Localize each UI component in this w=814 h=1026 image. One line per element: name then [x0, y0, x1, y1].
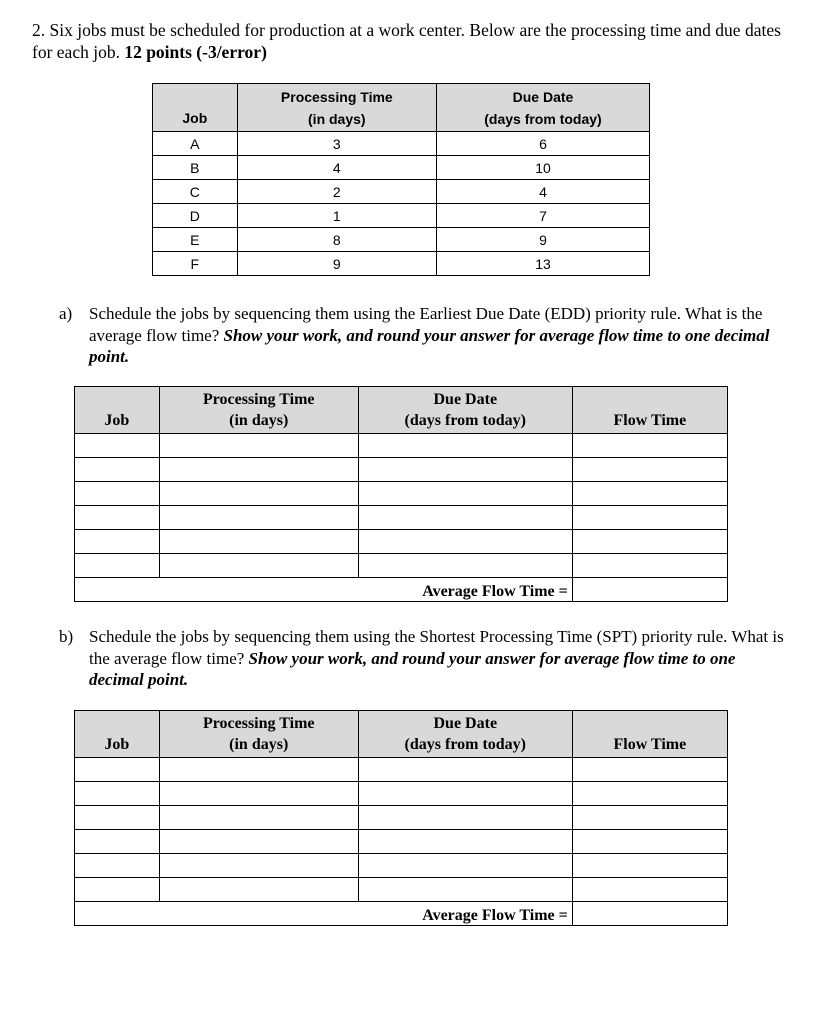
blank-cell[interactable] [159, 458, 358, 482]
blank-cell[interactable] [75, 434, 160, 458]
header-job: Job [75, 711, 160, 758]
cell-processing: 8 [237, 228, 436, 252]
average-flow-time-answer[interactable] [572, 578, 727, 602]
cell-due: 13 [436, 252, 649, 276]
blank-cell[interactable] [572, 782, 727, 806]
blank-cell[interactable] [572, 434, 727, 458]
edd-work-table [74, 386, 728, 602]
blank-cell[interactable] [572, 458, 727, 482]
work-header-row [75, 387, 728, 434]
work-header-row [75, 711, 728, 758]
blank-cell[interactable] [572, 878, 727, 902]
blank-cell[interactable] [75, 482, 160, 506]
average-flow-time-answer[interactable] [572, 902, 727, 926]
blank-cell[interactable] [75, 854, 160, 878]
blank-cell[interactable] [159, 434, 358, 458]
table-row[interactable] [75, 806, 728, 830]
blank-cell[interactable] [159, 482, 358, 506]
cell-due: 7 [436, 204, 649, 228]
points-label: 12 points (-3/error) [124, 42, 267, 62]
part-a-emphasis: Show your work, and round your answer for average flow time to one decimal point. [89, 325, 770, 366]
table-row [153, 228, 650, 252]
blank-cell[interactable] [75, 530, 160, 554]
table-row [153, 132, 650, 156]
cell-due: 4 [436, 180, 649, 204]
blank-cell[interactable] [358, 878, 572, 902]
part-b-label: b) [59, 627, 74, 646]
blank-cell[interactable] [358, 458, 572, 482]
blank-cell[interactable] [75, 878, 160, 902]
table-row[interactable] [75, 482, 728, 506]
table-row[interactable] [75, 830, 728, 854]
cell-processing: 9 [237, 252, 436, 276]
part-a-question [59, 303, 789, 368]
cell-processing: 2 [237, 180, 436, 204]
blank-cell[interactable] [572, 482, 727, 506]
given-header-row [153, 84, 650, 132]
blank-cell[interactable] [358, 482, 572, 506]
blank-cell[interactable] [159, 530, 358, 554]
blank-cell[interactable] [358, 554, 572, 578]
blank-cell[interactable] [358, 758, 572, 782]
cell-job: D [153, 204, 238, 228]
blank-cell[interactable] [75, 758, 160, 782]
blank-cell[interactable] [159, 554, 358, 578]
cell-due: 9 [436, 228, 649, 252]
header-due-date: Due Date (days from today) [358, 711, 572, 758]
table-row[interactable] [75, 854, 728, 878]
cell-job: B [153, 156, 238, 180]
average-row [75, 902, 728, 926]
blank-cell[interactable] [159, 854, 358, 878]
table-row[interactable] [75, 506, 728, 530]
question-intro [32, 19, 792, 63]
blank-cell[interactable] [159, 830, 358, 854]
given-data-table [152, 83, 650, 276]
blank-cell[interactable] [75, 782, 160, 806]
header-flow-time: Flow Time [572, 387, 727, 434]
blank-cell[interactable] [75, 830, 160, 854]
header-job: Job [153, 84, 238, 132]
blank-cell[interactable] [572, 554, 727, 578]
average-flow-time-label: Average Flow Time = [75, 902, 573, 926]
spt-work-table [74, 710, 728, 926]
cell-due: 10 [436, 156, 649, 180]
cell-job: C [153, 180, 238, 204]
table-row[interactable] [75, 458, 728, 482]
blank-cell[interactable] [358, 434, 572, 458]
cell-processing: 4 [237, 156, 436, 180]
blank-cell[interactable] [75, 554, 160, 578]
blank-cell[interactable] [572, 854, 727, 878]
cell-due: 6 [436, 132, 649, 156]
blank-cell[interactable] [358, 854, 572, 878]
blank-cell[interactable] [159, 506, 358, 530]
blank-cell[interactable] [75, 806, 160, 830]
blank-cell[interactable] [572, 530, 727, 554]
blank-cell[interactable] [358, 506, 572, 530]
table-row[interactable] [75, 782, 728, 806]
blank-cell[interactable] [75, 458, 160, 482]
part-a-label: a) [59, 304, 73, 323]
part-a-text: Schedule the jobs by sequencing them using the Earliest Due Date (EDD) priority rule. What is the average flow time? [89, 304, 763, 345]
average-flow-time-label: Average Flow Time = [75, 578, 573, 602]
header-processing-time: Processing Time (in days) [159, 387, 358, 434]
header-due-date: Due Date (days from today) [436, 84, 649, 132]
blank-cell[interactable] [358, 806, 572, 830]
table-row [153, 252, 650, 276]
blank-cell[interactable] [159, 782, 358, 806]
header-processing-time: Processing Time (in days) [237, 84, 436, 132]
table-row[interactable] [75, 758, 728, 782]
cell-job: A [153, 132, 238, 156]
blank-cell[interactable] [159, 806, 358, 830]
intro-text: 2. Six jobs must be scheduled for production at a work center. Below are the processing time and due dates for each job. [32, 20, 781, 62]
blank-cell[interactable] [358, 830, 572, 854]
blank-cell[interactable] [75, 506, 160, 530]
table-row [153, 180, 650, 204]
table-row [153, 156, 650, 180]
header-processing-time: Processing Time (in days) [159, 711, 358, 758]
blank-cell[interactable] [159, 878, 358, 902]
blank-cell[interactable] [358, 782, 572, 806]
blank-cell[interactable] [572, 758, 727, 782]
header-job: Job [75, 387, 160, 434]
table-row[interactable] [75, 530, 728, 554]
header-flow-time: Flow Time [572, 711, 727, 758]
average-row [75, 578, 728, 602]
blank-cell[interactable] [159, 758, 358, 782]
table-row [153, 204, 650, 228]
cell-job: E [153, 228, 238, 252]
blank-cell[interactable] [572, 830, 727, 854]
cell-processing: 3 [237, 132, 436, 156]
cell-processing: 1 [237, 204, 436, 228]
header-due-date: Due Date (days from today) [358, 387, 572, 434]
part-b-text: Schedule the jobs by sequencing them using the Shortest Processing Time (SPT) priority rule. What is the average flow time? [89, 627, 784, 668]
part-b-emphasis: Show your work, and round your answer for average flow time to one decimal point. [89, 648, 736, 689]
table-row[interactable] [75, 434, 728, 458]
blank-cell[interactable] [358, 530, 572, 554]
cell-job: F [153, 252, 238, 276]
table-row[interactable] [75, 878, 728, 902]
part-b-question [59, 626, 789, 691]
table-row[interactable] [75, 554, 728, 578]
blank-cell[interactable] [572, 806, 727, 830]
blank-cell[interactable] [572, 506, 727, 530]
